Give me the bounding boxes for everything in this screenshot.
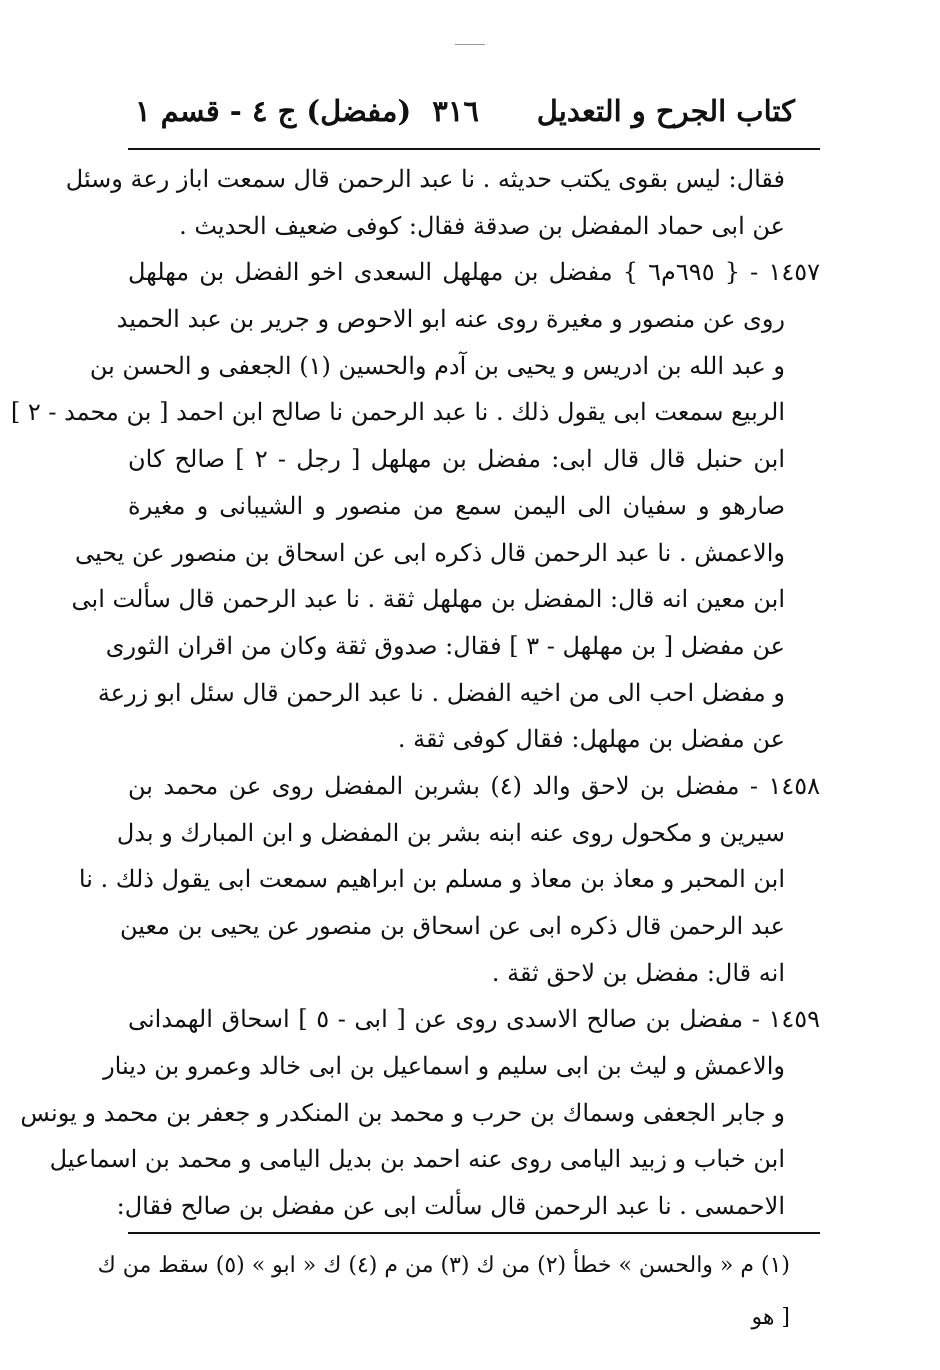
text-line: صارهو و سفيان الى اليمن سمع من منصور و الشيبانى و مغيرة (128, 491, 785, 520)
text-line: ١٤٥٧ - { ٦٩٥م٦ } مفضل بن مهلهل السعدى اخو الفضل بن مهلهل (128, 258, 820, 287)
text-line: روى عن منصور و مغيرة روى عنه ابو الاحوص و جرير بن عبد الحميد (116, 305, 785, 334)
text-line: و عبد الله بن ادريس و يحيى بن آدم والحسين (١) الجعفى و الحسن بن (89, 351, 785, 380)
text-line: عن مفضل [ بن مهلهل - ٣ ] فقال: صدوق ثقة وكان من اقران الثورى (105, 631, 785, 660)
text-line: الربيع سمعت ابى يقول ذلك . نا عبد الرحمن نا صالح ابن احمد [ بن محمد - ٢ ] (10, 398, 785, 427)
text-line: ابن حنبل قال قال ابى: مفضل بن مهلهل [ رجل - ٢ ] صالح كان (128, 445, 786, 474)
top-mark (455, 44, 485, 45)
text-line: والاعمش . نا عبد الرحمن قال ذكره ابى عن اسحاق بن منصور عن يحيى (74, 538, 785, 567)
text-line: عن مفضل بن مهلهل: فقال كوفى ثقة . (397, 725, 785, 754)
text-line: فقال: ليس بقوى يكتب حديثه . نا عبد الرحمن قال سمعت اباز رعة وسئل (65, 165, 785, 193)
text-line: ابن المحبر و معاذ بن معاذ و مسلم بن ابراهيم سمعت ابى يقول ذلك . نا (78, 865, 785, 894)
book-title: كتاب الجرح و التعديل (536, 94, 795, 128)
text-line: ابن معين انه قال: المفضل بن مهلهل ثقة . نا عبد الرحمن قال سألت ابى (71, 585, 785, 614)
text-line: ١٤٥٨ - مفضل بن لاحق والد (٤) بشربن المفضل روى عن محمد بن (128, 771, 821, 800)
text-line: و مفضل احب الى من اخيه الفضل . نا عبد الرحمن قال سئل ابو زرعة (97, 678, 785, 707)
footnote-rule (128, 1232, 820, 1234)
body-text (10, 156, 821, 1230)
footnotes (97, 1240, 820, 1344)
text-line: عن ابى حماد المفضل بن صدقة فقال: كوفى ضعيف الحديث . (179, 211, 785, 240)
text-line: الاحمسى . نا عبد الرحمن قال سألت ابى عن مفضل بن صالح فقال: (116, 1192, 785, 1221)
text-line: والاعمش و ليث بن ابى سليم و اسماعيل بن ابى خالد وعمرو بن دينار (103, 1052, 785, 1081)
running-header (135, 90, 795, 140)
text-line: سيرين و مكحول روى عنه ابنه بشر بن المفضل و ابن المبارك و بدل (116, 818, 785, 847)
text-line: ١٤٥٩ - مفضل بن صالح الاسدى روى عن [ ابى - ٥ ] اسحاق الهمدانى (128, 1005, 821, 1034)
page-number: ٣١٦ (432, 94, 479, 128)
section-label: (مفضل) ج ٤ - قسم ١ (135, 94, 412, 128)
header-rule (128, 148, 820, 150)
text-line: عبد الرحمن قال ذكره ابى عن اسحاق بن منصور عن يحيى بن معين (120, 912, 785, 940)
footnote-line: [ هو (751, 1305, 790, 1330)
text-line: ابن خباب و زبيد اليامى روى عنه احمد بن بديل اليامى و محمد بن اسماعيل (49, 1145, 785, 1174)
footnote-line: (١) م « والحسن » خطأ (٢) من ك (٣) من م (٤) ك « ابو » (٥) سقط من ك (97, 1253, 790, 1278)
text-line: انه قال: مفضل بن لاحق ثقة . (491, 958, 785, 987)
text-line: و جابر الجعفى وسماك بن حرب و محمد بن المنكدر و جعفر بن محمد و يونس (20, 1098, 785, 1127)
